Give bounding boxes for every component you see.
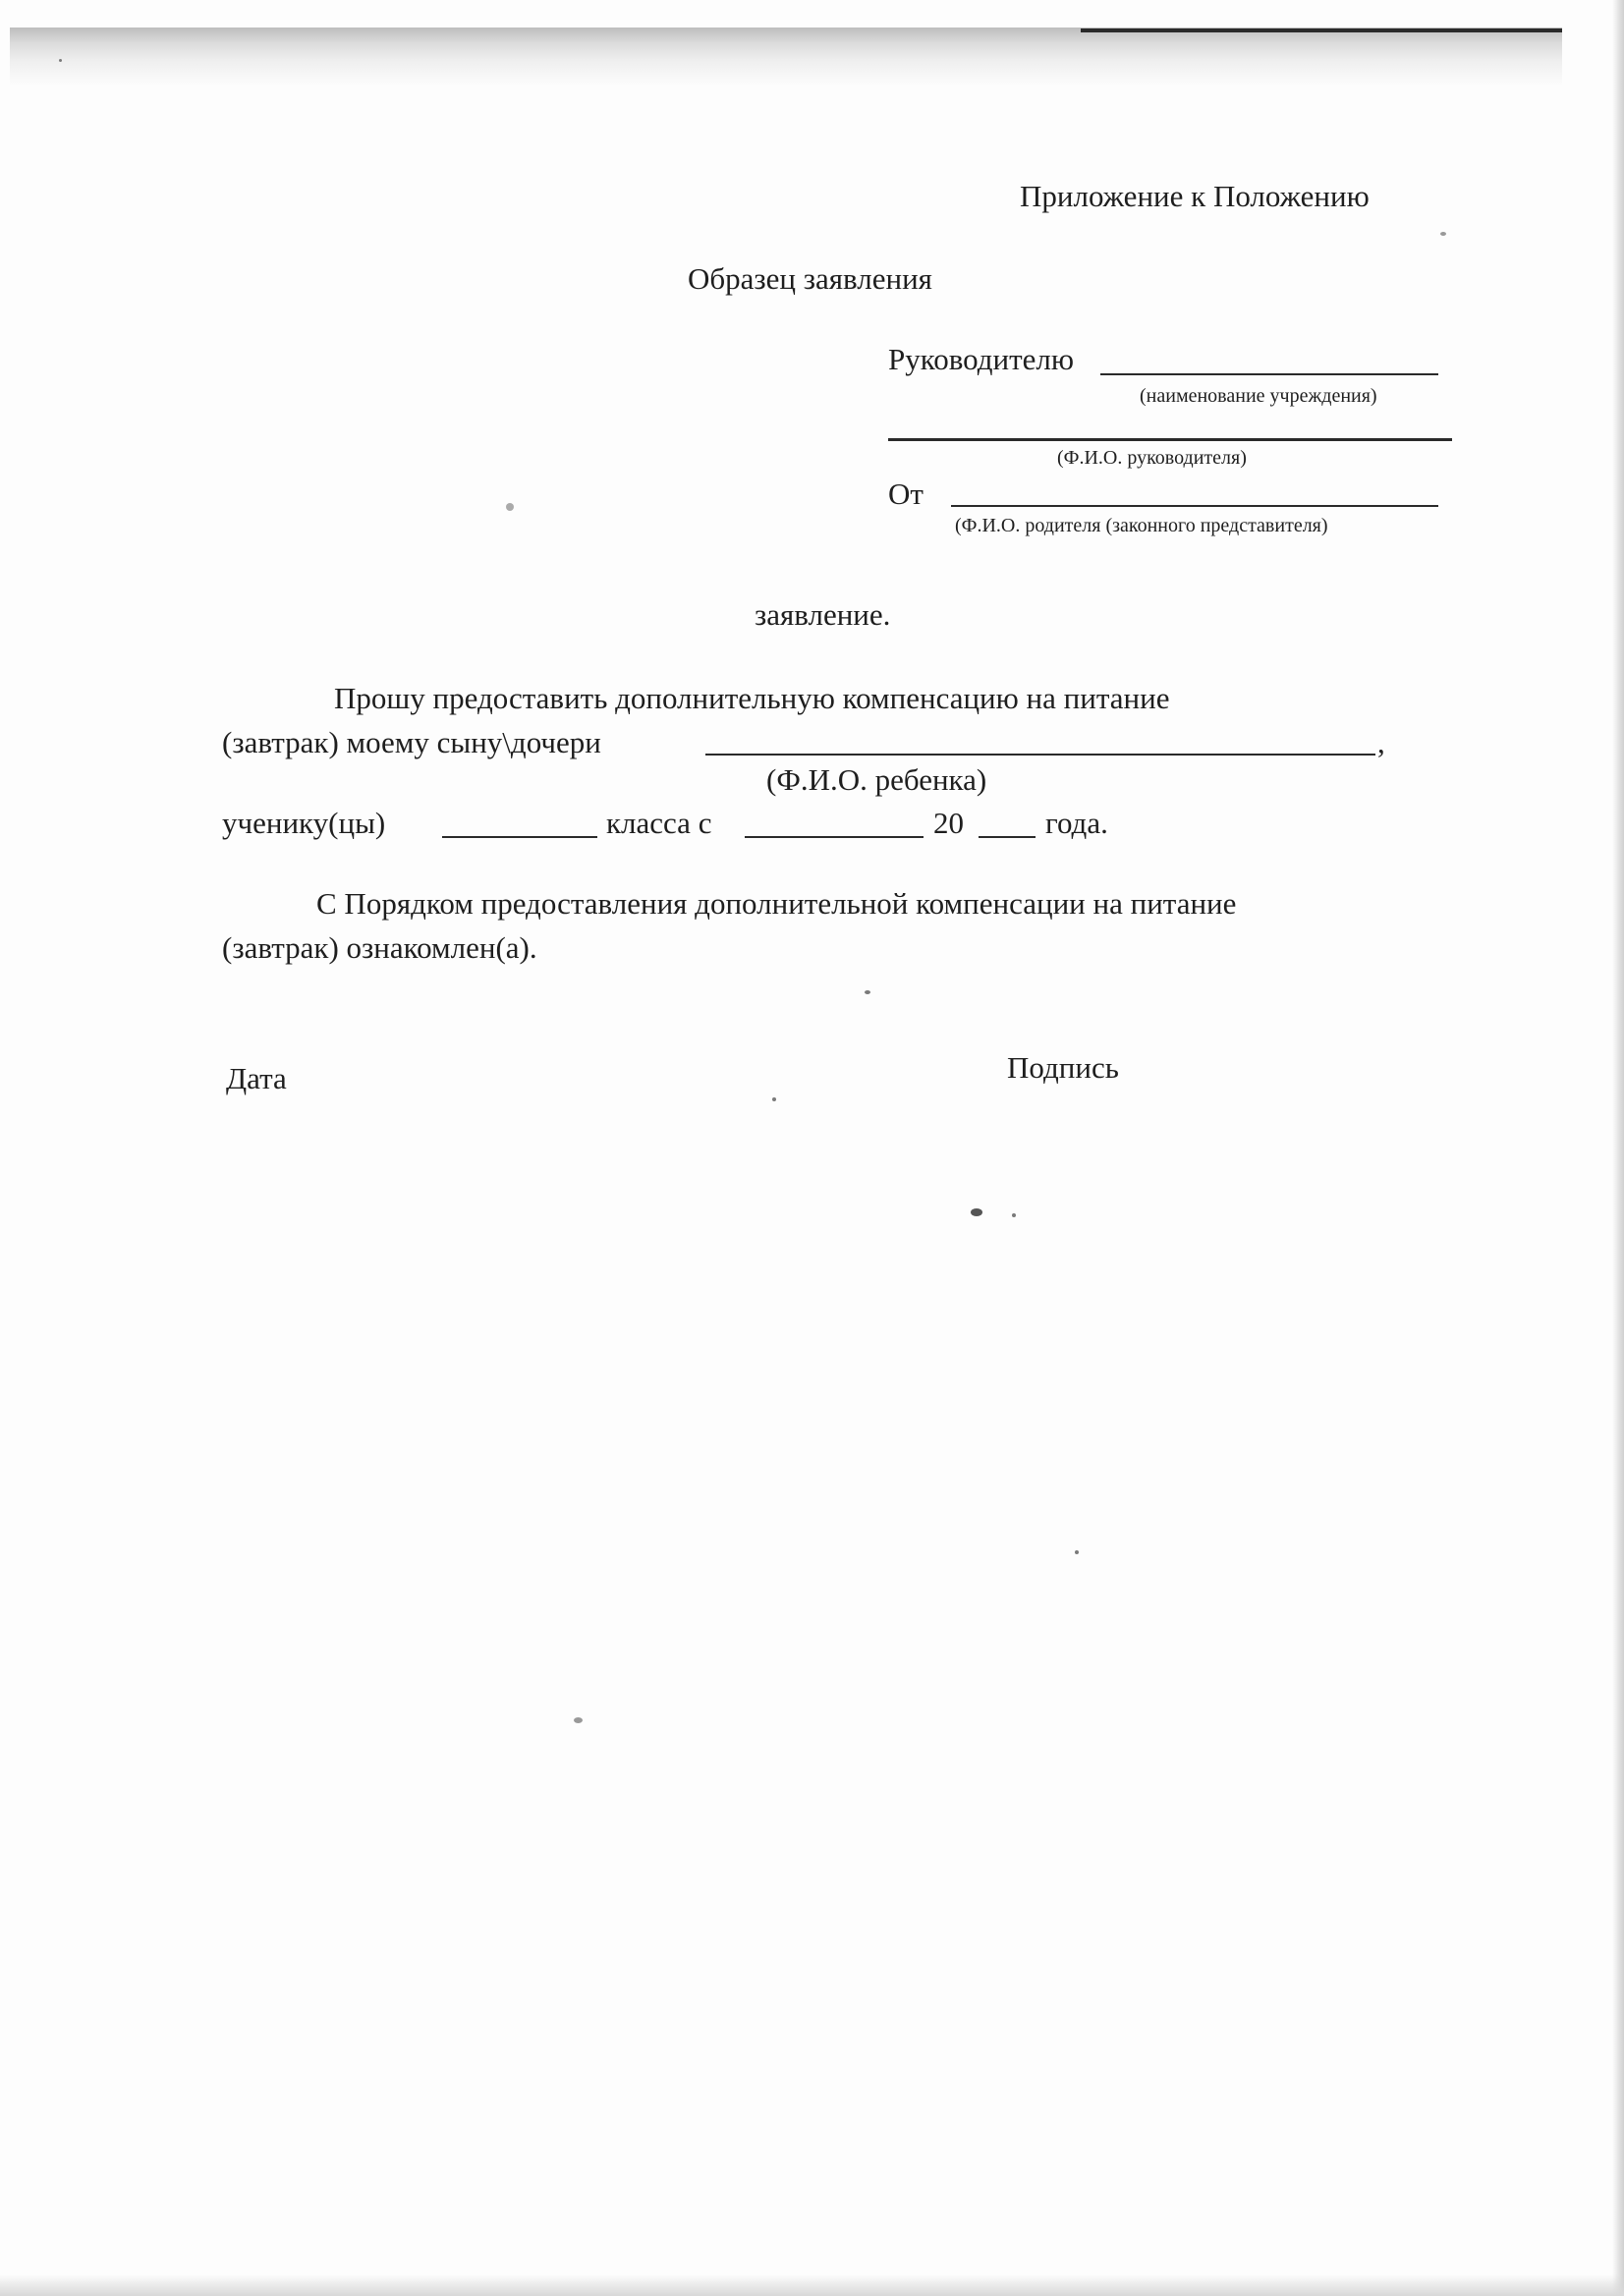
dust-speck xyxy=(1440,232,1446,236)
dust-speck xyxy=(865,990,870,994)
head-name-caption: (Ф.И.О. руководителя) xyxy=(1057,447,1247,469)
appendix-label: Приложение к Положению xyxy=(1020,179,1370,213)
sample-title: Образец заявления xyxy=(688,261,932,296)
dust-speck xyxy=(506,503,514,511)
child-name-blank-line xyxy=(705,754,1375,756)
request-line-3-student: ученику(цы) xyxy=(222,806,386,840)
institution-blank-line xyxy=(1100,373,1438,375)
dust-speck xyxy=(971,1208,982,1216)
to-head-label: Руководителю xyxy=(888,342,1075,376)
request-line-3-century: 20 xyxy=(933,806,964,840)
dust-speck xyxy=(1012,1213,1016,1217)
head-name-blank-line xyxy=(888,438,1452,441)
parent-blank-line xyxy=(951,505,1438,507)
year-blank-line xyxy=(979,836,1036,838)
request-line-2: (завтрак) моему сыну\дочери xyxy=(222,725,601,759)
dust-speck xyxy=(574,1717,583,1723)
scan-shadow-right xyxy=(1612,0,1624,2296)
parent-caption: (Ф.И.О. родителя (законного представителя) xyxy=(955,515,1328,536)
dust-speck xyxy=(59,59,62,62)
acknowledge-line-1: С Порядком предоставления дополнительной компенсации на питание xyxy=(316,886,1237,921)
acknowledge-line-2: (завтрак) ознакомлен(а). xyxy=(222,930,537,965)
from-label: От xyxy=(888,476,924,511)
request-line-1: Прошу предоставить дополнительную компенсацию на питание xyxy=(334,681,1170,715)
date-label: Дата xyxy=(226,1061,287,1095)
statement-title: заявление. xyxy=(755,597,891,632)
request-line-3-class: класса с xyxy=(606,806,712,840)
scan-edge-line xyxy=(1081,28,1562,32)
class-blank-line xyxy=(442,836,597,838)
dust-speck xyxy=(772,1097,776,1101)
dust-speck xyxy=(1075,1550,1079,1554)
date-from-blank-line xyxy=(745,836,924,838)
scan-shadow-bottom xyxy=(0,2274,1624,2296)
signature-label: Подпись xyxy=(1007,1050,1119,1085)
scan-shadow-top xyxy=(10,28,1562,86)
request-line-2-comma: , xyxy=(1377,725,1385,759)
request-line-3-year: года. xyxy=(1045,806,1108,840)
institution-caption: (наименование учреждения) xyxy=(1140,385,1377,407)
child-name-caption: (Ф.И.О. ребенка) xyxy=(766,762,987,797)
